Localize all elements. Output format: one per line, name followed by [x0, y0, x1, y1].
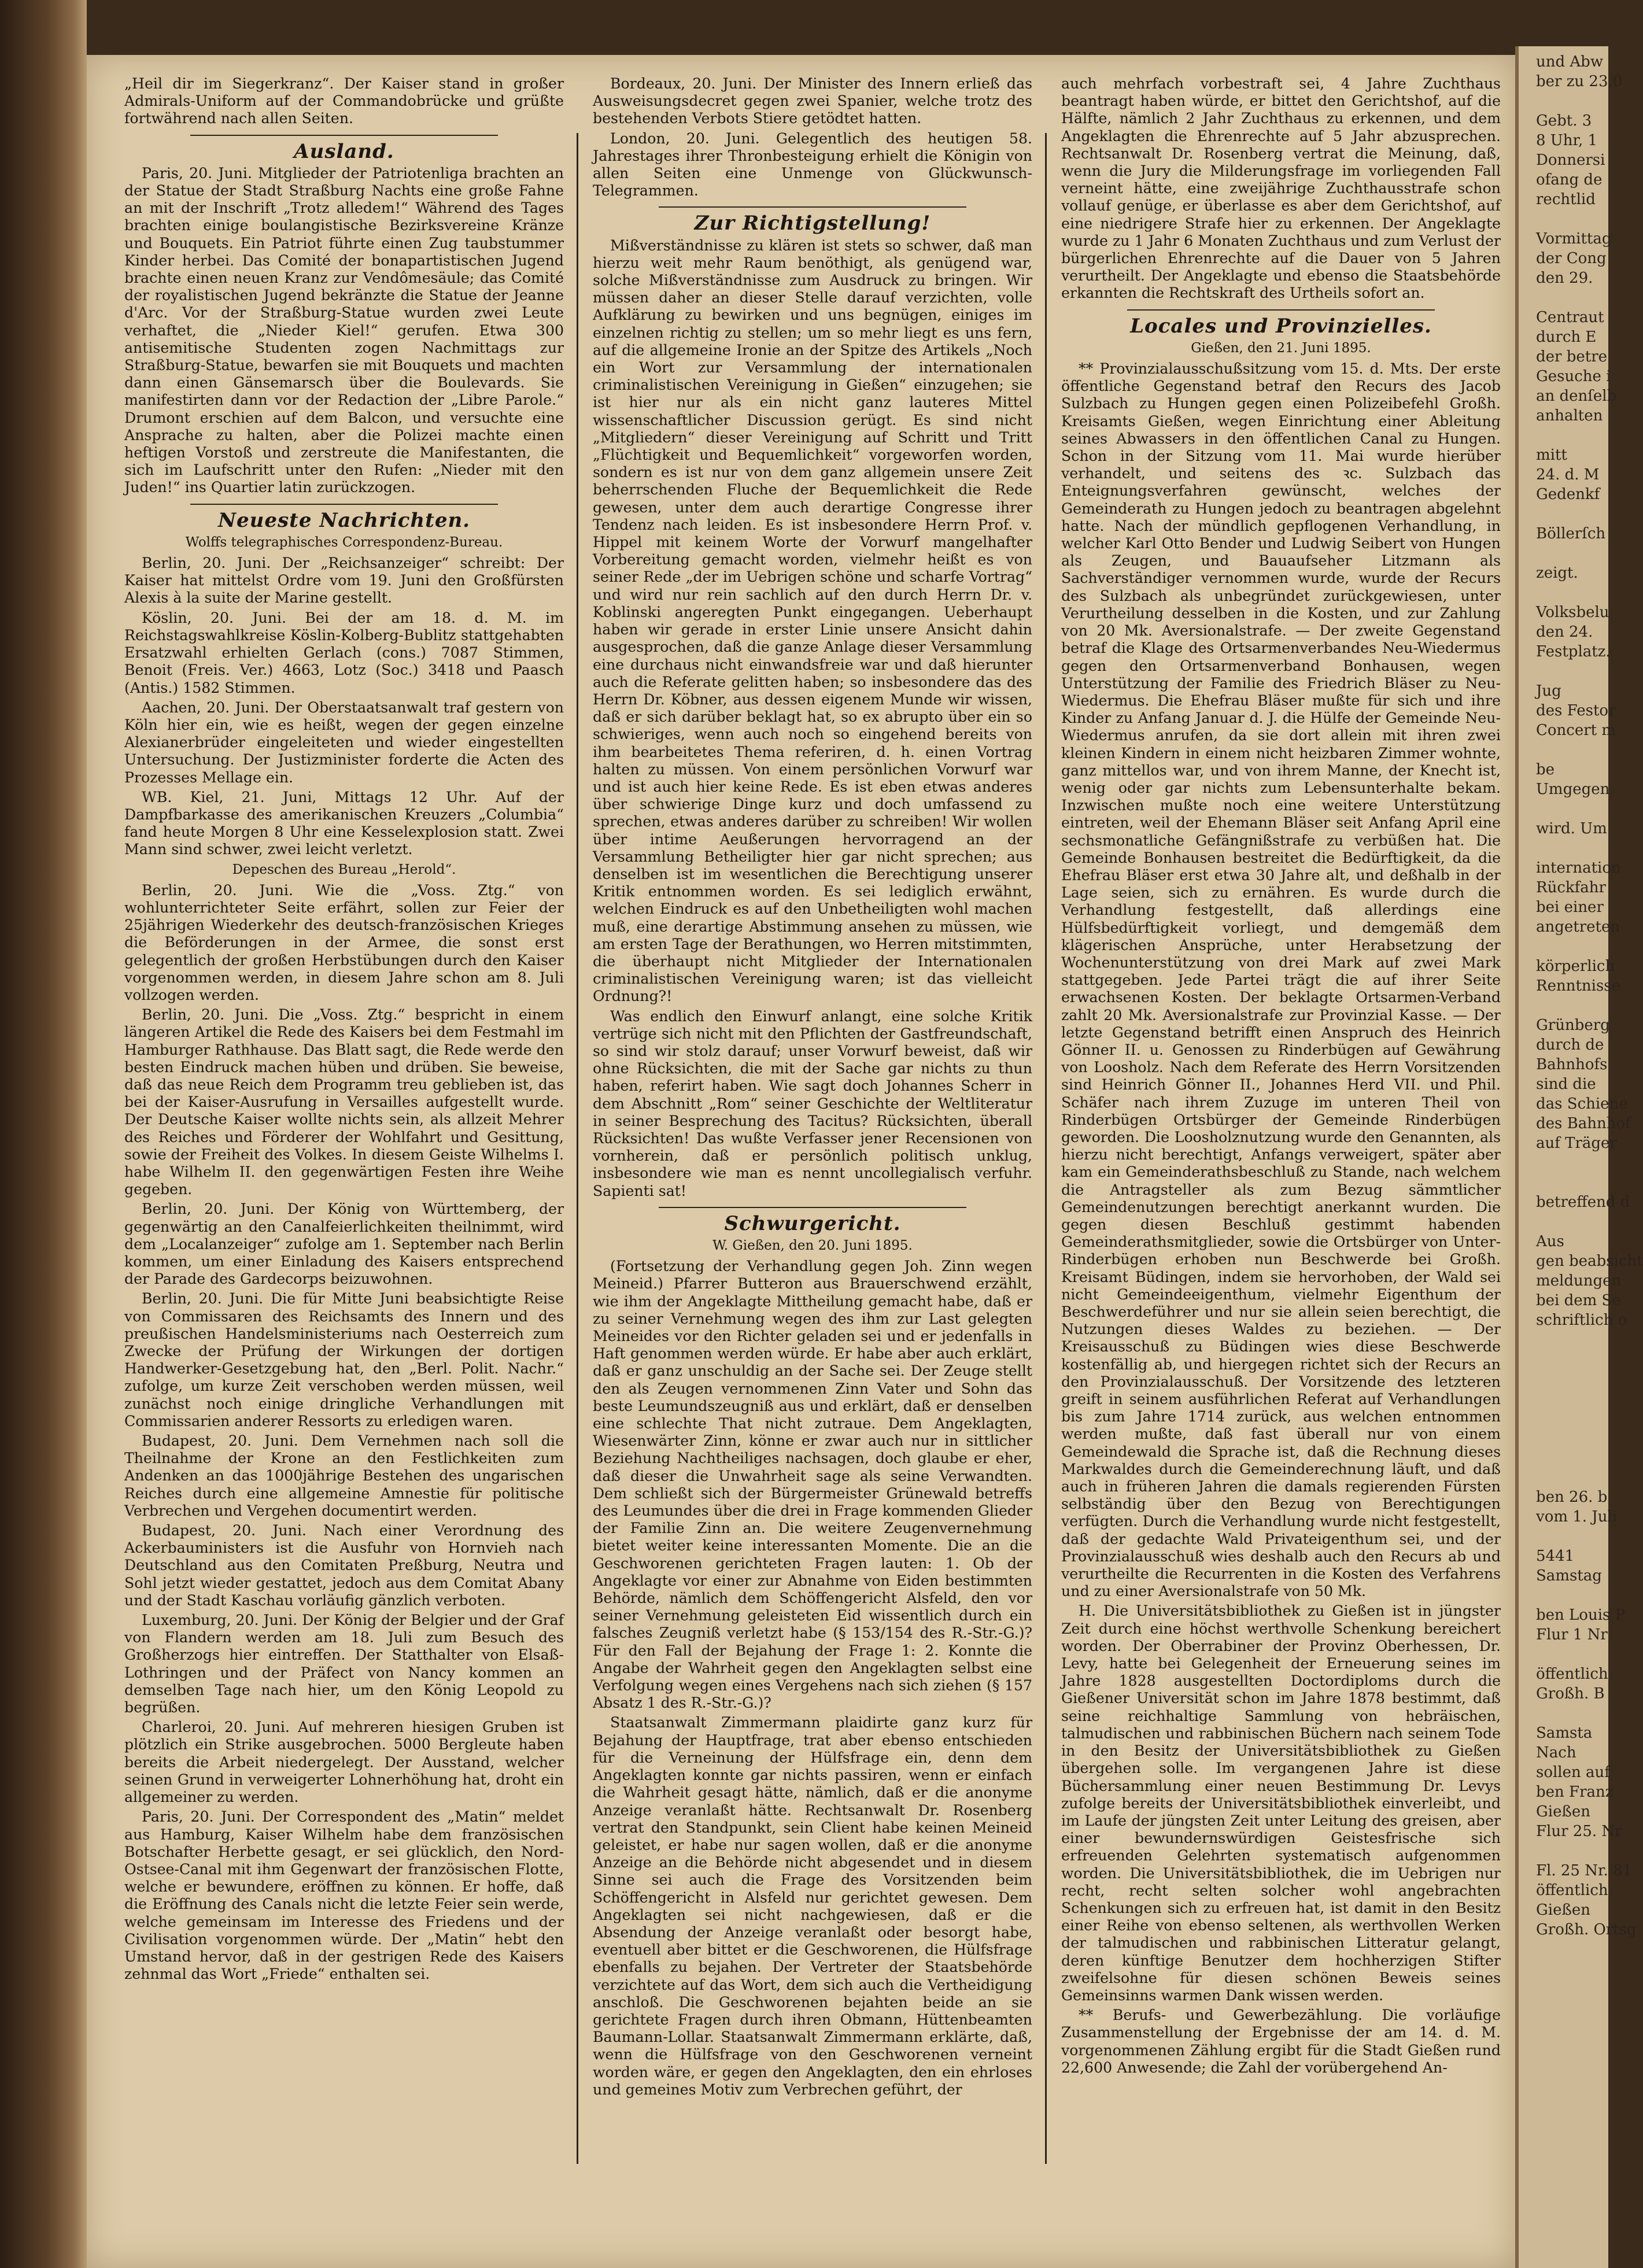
fragment-line: Samsta [1536, 1724, 1593, 1742]
fragment-line: Gebt. 3 [1536, 112, 1592, 130]
section-heading: Ausland. [294, 139, 394, 163]
fragment-line: und Abw [1536, 53, 1604, 71]
news-item: Berlin, 20. Juni. Der König von Württemberg, der gegenwärtig an den Canalfeierlichkeiten theilnimmt, wird dem „Localanzeiger“ zufolge am 1. September nach Berlin kommen, um einer Einladung des Kaisers entsprechend der Parade des Gardecorps beizuwohnen. [124, 1201, 564, 1288]
article-text: „Heil dir im Siegerkranz“. Der Kaiser stand in großer Admirals-Uniform auf der Commandobrücke und grüßte fortwährend nach allen Seiten. [124, 75, 564, 127]
fragment-line [1536, 740, 1608, 760]
news-item: Berlin, 20. Juni. Die für Mitte Juni beabsichtigte Reise von Commissaren des Reichsamts des Innern und des preußischen Handelsministeriums nach Oesterreich zum Zwecke der Prüfung der Wirkungen der dortigen Handwerker-Gesetzgebung hat, den „Berl. Polit. Nachr.“ zufolge, um kurze Zeit verschoben werden müssen, weil zunächst noch einige dringliche Verhandlungen mit Commissarien anderer Ressorts zu erledigen waren. [124, 1290, 564, 1429]
divider [659, 1207, 966, 1208]
fragment-line: Böllerſch [1536, 525, 1606, 542]
fragment-line [1536, 996, 1608, 1015]
fragment-line: ofang de [1536, 171, 1603, 189]
divider [190, 504, 498, 505]
fragment-line [1536, 937, 1608, 956]
column-2 [593, 75, 1032, 2199]
article-text: auch mehrfach vorbestraft sei, 4 Jahre Zuchthaus beantragt haben würde, er bittet den Gerichtshof, auf die Hälfte, nämlich 2 Jahr Zuchthaus zu erkennen, und dem Angeklagten die Ehrenrechte auf 5 Jahr abzusprechen. Rechtsanwalt Dr. Rosenberg vertrat die Meinung, daß, wenn die Jury die Milderungsfrage im vorliegenden Fall verneint hätte, eine zweijährige Zuchthausstrafe schon vollauf genüge, er überlasse es aber dem Gerichtshof, auf eine niedrigere Strafe hier zu erkennen. Der Angeklagte wurde zu 1 Jahr 6 Monaten Zuchthaus und zum Verlust der bürgerlichen Ehrenrechte auf die Dauer von 5 Jahren verurtheilt. Der Angeklagte und ebenso die Staatsbehörde erkannten die Rechtskraft des Urtheils sofort an. [1061, 75, 1501, 302]
fragment-line: 8 Uhr, 1 [1536, 132, 1598, 149]
fragment-line: gen beabsicht [1536, 1253, 1643, 1270]
fragment-line [1536, 1409, 1608, 1428]
divider [1127, 309, 1435, 311]
fragment-line: sind die [1536, 1076, 1596, 1093]
fragment-line [1536, 1586, 1608, 1605]
fragment-line: das Schiene [1536, 1095, 1628, 1113]
section-heading: Neueste Nachrichten. [217, 508, 471, 532]
column-rule [1045, 133, 1047, 2164]
fragment-line: anhalten [1536, 407, 1603, 424]
fragment-line: schriftlich o [1536, 1312, 1627, 1329]
fragment-line: den 29. [1536, 269, 1593, 287]
fragment-line: Nach [1536, 1744, 1576, 1761]
article-text: Mißverständnisse zu klären ist stets so schwer, daß man hierzu weit mehr Raum benöthigt, als genügend war, solche Mißverständnisse zum Ausdruck zu bringen. Wir müssen daher an dieser Stelle darauf verzichten, volle Aufklärung zu bewirken und uns begnügen, einiges im einzelnen richtig zu stellen; um so mehr liegt es uns fern, auf die allgemeine Ironie an der Spitze des Artikels „Noch ein Wort zur Versammlung der internationalen criminalistischen Vereinigung in Gießen“ einzugehen; sie ist hier nur als ein nicht ganz lauteres Mittel wissenschaftlicher Discussion gerügt. Es sind nicht „Mitgliedern“ dieser Vereinigung auf Schritt und Tritt „Flüchtigkeit und Bequemlichkeit“ vorgeworfen worden, sondern es ist nur von dem ganz allgemein unsere Zeit beherrschenden Fluche der Bequemlichkeit die Rede gewesen, unter dem auch derartige Congresse ihrer Tendenz nach leiden. Es ist insbesondere Herrn Prof. v. Hippel mit keinem Worte der Vorwurf mangelhafter Vorbereitung gemacht worden, vielmehr heißt es von seiner Rede „der im Uebrigen schöne und scharfe Vortrag“ und wird nur rein sachlich auf den durch Herrn Dr. v. Koblinski angeregten Punkt eingegangen. Ueberhaupt haben wir gerade in erster Linie unsere Ansicht dahin ausgesprochen, daß die ganze Anlage dieser Versammlung eine durchaus nicht einwandsfreie war und daß hierunter auch die Referate gelitten haben; so insbesondere das des Herrn Dr. Köbner, aus dessen eigenem Munde wir wissen, daß er sich darüber beklagt hat, so ex abrupto über ein so schwieriges, wenn auch noch so eingehend bereits von ihm bearbeitetes Thema referiren, d. h. einen Vortrag halten zu müssen. Von einem persönlichen Vorwurf war und ist auch hier keine Rede. Es ist eben etwas anderes über schwierige Dinge kurz und doch umfassend zu sprechen, etwas anderes darüber zu schreiben! Wir wollen über intime Aeußerungen hervorragend an der Versammlung Betheiligter hier gar nicht sprechen; aus denselben ist im wesentlichen die Berechtigung unserer Kritik entnommen worden. Es sei lediglich erwähnt, welchen Eindruck es auf den Unbetheiligten wohl machen muß, eine derartige Abstimmung ansehen zu müssen, wie am ersten Tage der Berathungen, wo Herren mitstimmten, die überhaupt nicht Mitglieder der Internationalen criminalistischen Vereinigung waren; ist das vielleicht Ordnung?! [593, 237, 1032, 1005]
fragment-line [1536, 1704, 1608, 1723]
fragment-line: Gesuche i [1536, 368, 1611, 385]
article-text: ** Provinzialausschußsitzung vom 15. d. Mts. Der erste öffentliche Gegenstand betraf den Recurs des Jacob Sulzbach zu Hungen gegen einen Polizeibefehl Großh. Kreisamts Gießen, wegen Einrichtung einer Ableitung seines Abwassers in den öffentlichen Canal zu Hungen. Schon in der Sitzung vom 11. Mai wurde hierüber verhandelt, und seitens des ꝛc. Sulzbach das Enteignungsverfahren gewünscht, welches der Gemeinderath zu Hungen jedoch zu beantragen abgelehnt hatte. Nach der mündlich gepflogenen Verhandlung, in welcher Karl Otto Bender und Ludwig Seibert von Hungen als Zeugen, und Bauaufseher Litzmann als Sachverständiger vernommen wurde, wurde der Recurs des Sulzbach als unbegründet zurückgewiesen, unter Verurtheilung desselben in die Kosten, und zur Zahlung von 20 Mk. Aversionalstrafe. — Der zweite Gegenstand betraf die Klage des Ortsarmenverbandes Neu-Wiedermus gegen den Ortsarmenverband Bonhausen, wegen Unterstützung der Familie des Friedrich Bläser zu Neu-Wiedermus. Die Ehefrau Bläser mußte für sich und ihre Kinder zu Anfang Januar d. J. die Hülfe der Gemeinde Neu-Wiedermus anrufen, da sie dort allein mit ihren zwei kleinen Kindern in einem nicht heizbaren Zimmer wohnte, ganz mittellos war, und von ihrem Manne, der Knecht ist, wenig oder gar nichts zum Lebensunterhalte bekam. Inzwischen mußte noch eine weitere Unterstützung eintreten, weil der Ehemann Bläser seit Anfang April eine sechsmonatliche Gefängnißstrafe zu verbüßen hat. Die Gemeinde Bonhausen bestreitet die Bedürftigkeit, da die Ehefrau Bläser erst etwa 30 Jahre alt, und deßhalb in der Lage seien, sich zu ernähren. Es wurde durch die Verhandlung festgestellt, daß allerdings eine Hülfsbedürftigkeit vorliegt, und demgemäß dem klägerischen Ansprüche, unter Herabsetzung der Wochenunterstützung von drei Mark auf zwei Mark stattgegeben. Jede Partei trägt die auf ihrer Seite erwachsenen Kosten. Der beklagte Ortsarmen-Verband zahlt 20 Mk. Aversionalstrafe zur Provinzial Kasse. — Der letzte Gegenstand betrifft einen Anspruch des Heinrich Gönner II. u. Genossen zu Rinderbügen auf Gewährung von Loosholz. Nach dem Referate des Herrn Vorsitzenden sind Heinrich Gönner II., Johannes Herd VII. und Phil. Schäfer nach ihrem Zuzuge im unteren Theil von Rinderbügen Ortsbürger der Gemeinde Rinderbügen geworden. Die Loosholznutzung wurde den Genannten, als hierzu nicht berechtigt, Anfangs verweigert, später aber kam ein Gemeinderathsbeschluß zu Stande, nach welchem die Antragsteller als zum Bezug sämmtlicher Gemeindenutzungen berechtigt anerkannt wurden. Die gegen diesen Beschluß gestimmt habenden Gemeinderathsmitglieder, sowie die Ortsbürger von Unter-Rinderbügen erhoben nun Beschwerde bei Großh. Kreisamt Büdingen, indem sie hervorhoben, der Wald sei nicht Gemeindeeigenthum, vielmehr Eigenthum der Beschwerdeführer und nur sie allein seien berechtigt, die Nutzungen dieses Waldes zu beziehen. — Der Kreisausschuß zu Büdingen wies diese Beschwerde kostenfällig ab, und hiergegen richtet sich der Recurs an den Provinzialausschuß. Der Vorsitzende des letzteren greift in seinem ausführlichen Referat auf Verhandlungen bis zum Jahre 1714 zurück, aus welchen entnommen werden mußte, daß fast überall nur von einem Gemeindewald die Sprache ist, daß die Rechnung dieses Markwaldes durch die Gemeinderechnung läuft, und daß auch in früheren Jahren die damals regierenden Fürsten selbständig über den Bezug von Berechtigungen verfügten. Durch die Verhandlung wurde nicht festgestellt, daß der gedachte Wald Privateigenthum sei, und der Provinzialausschuß wies deshalb auch den Recurs ab und verurtheilte die Recurrenten in die Kosten des Verfahrens und zu einer Aversionalstrafe von 50 Mk. [1061, 360, 1501, 1600]
fragment-line [1536, 209, 1608, 229]
fragment-line: Vormittag [1536, 230, 1612, 248]
fragment-line: bei einer [1536, 899, 1604, 916]
section-subheading: Wolffs telegraphisches Correspondenz-Bureau. [185, 534, 503, 550]
fragment-line: der Cong [1536, 250, 1607, 267]
adjacent-page-fragments [1519, 46, 1643, 1940]
fragment-line: Donnersi [1536, 152, 1605, 169]
fragment-line [1536, 1468, 1608, 1487]
section-dateline: W. Gießen, den 20. Juni 1895. [712, 1238, 913, 1253]
divider [659, 206, 966, 208]
column-3 [1061, 75, 1501, 2199]
fragment-line: meldungen [1536, 1272, 1622, 1290]
news-item: WB. Kiel, 21. Juni, Mittags 12 Uhr. Auf der Dampfbarkasse des amerikanischen Kreuzers „Columbia“ fand heute Morgen 8 Uhr eine Kesselexplosion statt. Zwei Mann sind schwer, zwei leicht verletzt. [124, 788, 564, 858]
fragment-line: ben Louis P [1536, 1606, 1626, 1624]
section-heading: Locales und Provinzielles. [1130, 314, 1432, 338]
fragment-line: Festplatz. [1536, 643, 1611, 660]
section-subheading: Depeschen des Bureau „Herold“. [232, 862, 456, 877]
fragment-line [1536, 426, 1608, 445]
fragment-line: Jug [1536, 682, 1561, 700]
section-heading: Schwurgericht. [724, 1211, 901, 1235]
fragment-line: mitt [1536, 446, 1567, 464]
fragment-line: durch de [1536, 1036, 1604, 1054]
column-1 [124, 75, 564, 2199]
fragment-line: Grünberg [1536, 1017, 1610, 1034]
fragment-line [1536, 1645, 1608, 1664]
fragment-line: Großh. B [1536, 1685, 1605, 1702]
news-item: Berlin, 20. Juni. Der „Reichsanzeiger“ schreibt: Der Kaiser hat mittelst Ordre vom 19. Juni den Großfürsten Alexis à la suite der Marine gestellt. [124, 555, 564, 607]
fragment-line: an denſelb [1536, 387, 1617, 405]
news-item: Charleroi, 20. Juni. Auf mehreren hiesigen Gruben ist plötzlich ein Strike ausgebrochen. 5000 Bergleute haben bereits die Arbeit niedergelegt. Der Ausstand, welcher seinen Grund in verweigerter Lohnerhöhung hat, droht ein allgemeiner zu werden. [124, 1719, 564, 1806]
fragment-line: Concert m [1536, 722, 1616, 739]
fragment-line: öffentlich [1536, 1665, 1608, 1683]
fragment-line: wird. Um [1536, 820, 1607, 837]
fragment-line: Großh. Ortsg [1536, 1921, 1637, 1938]
fragment-line: ben 26. b [1536, 1488, 1608, 1506]
fragment-line: des Bahnhof [1536, 1115, 1631, 1132]
fragment-line: 24. d. M [1536, 466, 1600, 483]
fragment-line [1536, 1369, 1608, 1389]
fragment-line [1536, 1153, 1608, 1173]
fragment-line: rechtlid [1536, 191, 1596, 208]
fragment-line [1536, 1212, 1608, 1232]
article-text: H. Die Universitätsbibliothek zu Gießen ist in jüngster Zeit durch eine höchst werthvolle Schenkung bereichert worden. Der Oberrabiner der Provinz Oberhessen, Dr. Levy, hatte bei Gelegenheit der Erneuerung seines im Jahre 1828 ausgestellten Doctordiploms durch die Gießener Universität schon im Jahre 1878 bestimmt, daß seine reichhaltige Sammlung von hebräischen, talmudischen und rabbinischen Büchern nach seinem Tode in den Besitz der Universitätsbibliothek zu Gießen übergehen solle. Im vergangenen Jahre ist diese Büchersammlung einer neuen Bestimmung Dr. Levys zufolge bereits der Universitätsbibliothek einverleibt, und im Laufe der jüngsten Zeit unter Leitung des greisen, aber einer bewundernswürdigen Geistesfrische sich erfreuenden Gelehrten systematisch aufgenommen worden. Die Universitätsbibliothek, die im Uebrigen nur recht, recht selten solcher wohl angebrachten Schenkungen sich zu erfreuen hat, ist damit in den Besitz einer Reihe von ebenso seltenen, als werthvollen Werken der talmudischen und rabbinischen Litteratur gelangt, deren künftige Benutzer dem hochherzigen Stifter zweifelsohne für diesen schönen Beweis seines Gemeinsinns warmen Dank wissen werden. [1061, 1602, 1501, 2004]
fragment-line: des Festor [1536, 702, 1616, 719]
news-item: Aachen, 20. Juni. Der Oberstaatsanwalt traf gestern von Köln hier ein, wie es heißt, wegen der gegen einzelne Alexianerbrüder eingeleiteten und wieder eingestellten Untersuchung. Der Justizminister forderte die Acten des Prozesses Mellage ein. [124, 699, 564, 786]
fragment-line: 5441 [1536, 1547, 1575, 1565]
fragment-line: der betre [1536, 348, 1608, 365]
fragment-line: öffentlich [1536, 1882, 1608, 1899]
fragment-line [1536, 1527, 1608, 1546]
fragment-line [1536, 1173, 1608, 1192]
fragment-line [1536, 1389, 1608, 1409]
fragment-line: vom 1. Juli [1536, 1508, 1618, 1525]
fragment-line: Flur 25. Nr [1536, 1823, 1622, 1840]
news-item: Budapest, 20. Juni. Nach einer Verordnung des Ackerbauministers ist die Ausfuhr von Hornvieh nach Deutschland aus den Comitaten Preßburg, Neutra und Sohl jetzt wieder gestattet, jedoch aus dem Comitat Abany und der Stadt Kaschau vorläufig gänzlich verboten. [124, 1522, 564, 1609]
news-item: Berlin, 20. Juni. Wie die „Voss. Ztg.“ von wohlunterrichteter Seite erfährt, sollen zur Feier der 25jährigen Wiederkehr des deutsch-französischen Krieges die Beförderungen in der Armee, die sonst erst gelegentlich der großen Herbstübungen durch den Kaiser vorgenommen werden, in diesem Jahre schon am 8. Juli vollzogen werden. [124, 881, 564, 1003]
fragment-line: Gießen [1536, 1803, 1590, 1820]
article-text: Paris, 20. Juni. Mitglieder der Patriotenliga brachten an der Statue der Stadt Straßburg Nachts eine große Fahne an mit der Inschrift „Trotz alledem!“ Während des Tages brachten einige boulangistische Bezirksvereine Kränze und Bouquets. Ein Patriot führte einen Zug taubstummer Kinder herbei. Das Comité der bonapartistischen Jugend brachte einen neuen Kranz zur Vendômesäule; das Comité der royalistischen Jugend bekränzte die Statue der Jeanne d'Arc. Vor der Straßburg-Statue wurden zwei Leute verhaftet, die „Nieder Kiel!“ gerufen. Etwa 300 antisemitische Studenten zogen Nachmittags zur Straßburg-Statue, bewarfen sie mit Bouquets und machten dann einen Gänsemarsch über die Boulevards. Sie manifestirten dann vor der Redaction der „Libre Parole.“ Drumont erschien auf dem Balcon, und versuchte eine Ansprache zu halten, aber die Polizei machte einen heftigen Vorstoß und zerstreute die Manifestanten, die sich im Laufschritt unter den Rufen: „Nieder mit den Juden!“ ins Quartier latin zurückzogen. [124, 164, 564, 496]
book-binding [0, 0, 87, 2268]
fragment-line [1536, 91, 1608, 111]
news-item: Paris, 20. Juni. Der Correspondent des „Matin“ meldet aus Hamburg, Kaiser Wilhelm habe dem französischen Botschafter Herbette gesagt, er sei glücklich, den Nord-Ostsee-Canal mit ihm Gegenwart der französischen Flotte, welche er bewundere, eröffnen zu können. Er hoffe, daß die Eröffnung des Canals nicht die letzte Feier sein werde, welche gemeinsam im Interesse des Friedens und der Civilisation vorgenommen würde. Der „Matin“ hebt den Umstand hervor, daß in der gestrigen Rede des Kaisers zehnmal das Wort „Friede“ enthalten sei. [124, 1808, 564, 1983]
divider [190, 135, 498, 136]
fragment-line: angetreten [1536, 918, 1620, 936]
fragment-line [1536, 799, 1608, 819]
fragment-line: ber zu 23,0 [1536, 73, 1623, 90]
fragment-line: be [1536, 761, 1555, 778]
fragment-line: Samstag [1536, 1567, 1602, 1584]
fragment-line [1536, 583, 1608, 603]
fragment-line: Rückfahr [1536, 879, 1606, 896]
news-item: Budapest, 20. Juni. Dem Vernehmen nach soll die Theilnahme der Krone an den Festlichkeiten zum Andenken an das 1000jährige Bestehen des ungarischen Reiches durch eine allgemeine Amnestie für politische Verbrechen und Vergehen documentirt werden. [124, 1432, 564, 1519]
fragment-line: körperlich [1536, 958, 1615, 975]
fragment-line [1536, 1428, 1608, 1448]
fragment-line: durch E [1536, 328, 1597, 346]
fragment-line: Renntnisse [1536, 977, 1621, 995]
fragment-line: Fl. 25 Nr. 81 [1536, 1862, 1633, 1879]
column-rule [577, 133, 578, 2164]
fragment-line [1536, 1841, 1608, 1861]
fragment-line: Umgegen [1536, 781, 1610, 798]
news-item: London, 20. Juni. Gelegentlich des heutigen 58. Jahrestages ihrer Thronbesteigung erhielt die Königin von allen Seiten eine Unmenge von Glückwunsch-Telegrammen. [593, 130, 1032, 200]
fragment-line: Flur 1 Nr [1536, 1626, 1608, 1643]
adjacent-page-edge [1515, 46, 1643, 2268]
fragment-line: bei dem Se [1536, 1292, 1621, 1309]
article-text: (Fortsetzung der Verhandlung gegen Joh. Zinn wegen Meineid.) Pfarrer Butteron aus Brauerschwend erzählt, wie ihm der Angeklagte Mittheilung gemacht habe, daß er zu seiner Vernehmung wegen des ihm zur Last gelegten Meineides vor den Richter geladen sei und er jedenfalls in Haft genommen werden würde. Er habe aber auch erklärt, daß er ganz unschuldig an der Sache sei. Der Zeuge stellt den als Zeugen vernommenen Zinn Vater und Sohn das beste Leumundszeugniß aus und erklärt, daß er denselben eine schlechte That nicht zutraue. Dem Angeklagten, Wiesenwärter Zinn, könne er zwar auch nur in sittlicher Beziehung Nachtheiliges nachsagen, doch glaube er eher, daß dieser die Unwahrheit sage als seine Verwandten. Dem schließt sich der Bürgermeister Grünewald betreffs des Leumundes über die drei in Frage kommenden Glieder der Familie Zinn an. Die weitere Zeugenvernehmung bietet weiter keine interessanten Momente. Die an die Geschworenen gerichteten Fragen lauten: 1. Ob der Angeklagte vor einer zur Abnahme von Eiden bestimmten Behörde, nämlich dem Schöffengericht Alsfeld, den vor seiner Vernehmung geleisteten Eid wissentlich durch ein falsches Zeugniß verletzt habe (§ 153/154 des R.-Str.-G.)? Für den Fall der Bejahung der Frage 1: 2. Konnte die Angabe der Wahrheit gegen den Angeklagten selbst eine Verfolgung wegen eines Vergehens nach sich ziehen (§ 157 Absatz 1 des R.-Str.-G.)? [593, 1258, 1032, 1712]
fragment-line [1536, 288, 1608, 308]
fragment-line: zeigt. [1536, 564, 1578, 582]
article-text: Was endlich den Einwurf anlangt, eine solche Kritik vertrüge sich nicht mit den Pflichten der Gastfreundschaft, so sind wir stolz darauf; unser Vorwurf beweist, daß wir ohne Rücksichten, die mit der Sache gar nichts zu thun haben, referirt haben. Wie sagt doch Johannes Scherr in dem Abschnitt „Rom“ seiner Geschichte der Weltliteratur in seiner Besprechung des Tacitus? Rücksichten, überall Rücksichten! Das wußte Verfasser jener Recensionen von vornherein, daß er persönlich politisch unklug, insbesondere wie man es nennt uncollegialisch verfuhr. Sapienti sat! [593, 1007, 1032, 1199]
article-text: Staatsanwalt Zimmermann plaidirte ganz kurz für Bejahung der Hauptfrage, trat aber ebenso entschieden für die Verneinung der Hülfsfrage ein, denn dem Angeklagten konnte gar nichts passiren, wenn er einfach die Wahrheit gesagt hätte, nämlich, daß er die anonyme Anzeige veranlaßt hätte. Rechtsanwalt Dr. Rosenberg vertrat den Standpunkt, sein Client habe keinen Meineid geleistet, er habe nur sagen wollen, daß er die anonyme Anzeige an die Behörde nicht abgesendet und in diesem Sinne sei auch die Frage des Vorsitzenden beim Schöffengericht in Alsfeld nur gerichtet gewesen. Dem Angeklagten sei nicht nachgewiesen, daß er die Absendung der Anzeige veranlaßt oder besorgt habe, eventuell aber bittet er die Geschworenen, die Hülfsfrage ebenfalls zu bejahen. Der Vertreter der Staatsbehörde verzichtete auf das Wort, dem sich auch die Vertheidigung anschloß. Die Geschworenen bejahten beide an sie gerichtete Fragen durch ihren Obmann, Hüttenbeamten Baumann-Lollar. Staatsanwalt Zimmermann erklärte, daß, wenn die Hülfsfrage von den Geschworenen verneint worden wäre, er gegen den Angeklagten, den ein ehrloses und gemeines Motiv zum Verbrechen geführt, der [593, 1714, 1032, 2098]
news-item: Köslin, 20. Juni. Bei der am 18. d. M. im Reichstagswahlkreise Köslin-Kolberg-Bublitz stattgehabten Ersatzwahl erhielten Gerlach (cons.) 7087 Stimmen, Benoit (Freis. Ver.) 4663, Lotz (Soc.) 3418 und Paasch (Antis.) 1582 Stimmen. [124, 609, 564, 696]
fragment-line: internation [1536, 859, 1621, 877]
news-item: Luxemburg, 20. Juni. Der König der Belgier und der Graf von Flandern werden am 18. Juli zum Besuch des Großherzogs hier eintreffen. Der Statthalter von Elsaß-Lothringen und der Präfect von Nancy kommen an demselben Tage nach hier, um den König Leopold zu begrüßen. [124, 1612, 564, 1716]
fragment-line [1536, 839, 1608, 858]
fragment-line [1536, 544, 1608, 563]
fragment-line: Bahnhofs [1536, 1056, 1608, 1073]
fragment-line [1536, 1330, 1608, 1350]
fragment-line: betreffend d [1536, 1194, 1630, 1211]
fragment-line: ben Franz [1536, 1783, 1614, 1801]
news-item: Bordeaux, 20. Juni. Der Minister des Innern erließ das Ausweisungsdecret gegen zwei Spanier, welche trotz des bestehenden Verbots Stiere getödtet hatten. [593, 75, 1032, 127]
fragment-line: den 24. [1536, 623, 1593, 641]
fragment-line: sollen auf [1536, 1764, 1610, 1781]
fragment-line [1536, 1350, 1608, 1369]
fragment-line: Aus [1536, 1233, 1564, 1250]
fragment-line: Gießen [1536, 1901, 1590, 1919]
article-text: ** Berufs- und Gewerbezählung. Die vorläufige Zusammenstellung der Ergebnisse der am 14. d. M. vorgenommenen Zählung ergibt für die Stadt Gießen rund 22,600 Anwesende; die Zahl der vorübergehend An- [1061, 2007, 1501, 2076]
fragment-line [1536, 1448, 1608, 1468]
fragment-line: Centraut [1536, 309, 1604, 326]
section-dateline: Gießen, den 21. Juni 1895. [1191, 340, 1371, 356]
section-heading: Zur Richtigstellung! [694, 212, 931, 235]
fragment-line: Volksbelu [1536, 604, 1609, 621]
fragment-line: Gedenkf [1536, 486, 1600, 503]
fragment-line [1536, 662, 1608, 681]
fragment-line [1536, 504, 1608, 524]
fragment-line: auf Träger [1536, 1135, 1617, 1152]
news-item: Berlin, 20. Juni. Die „Voss. Ztg.“ bespricht in einem längeren Artikel die Rede des Kaisers bei dem Festmahl im Hamburger Rathhause. Das Blatt sagt, die Rede werde den besten Eindruck machen hüben und drüben. Sie beweise, daß das neue Reich dem Programm treu geblieben ist, das bei der Kaiser-Ausrufung in Versailles aufgestellt wurde. Der Deutsche Kaiser wollte nichts sein, als allzeit Mehrer des Reiches und Förderer der Wohlfahrt und Gesittung, sowie der Freiheit des Volkes. In diesem Geiste Wilhelms I. habe Wilhelm II. den gegenwärtigen Festen ihre Weihe gegeben. [124, 1006, 564, 1198]
